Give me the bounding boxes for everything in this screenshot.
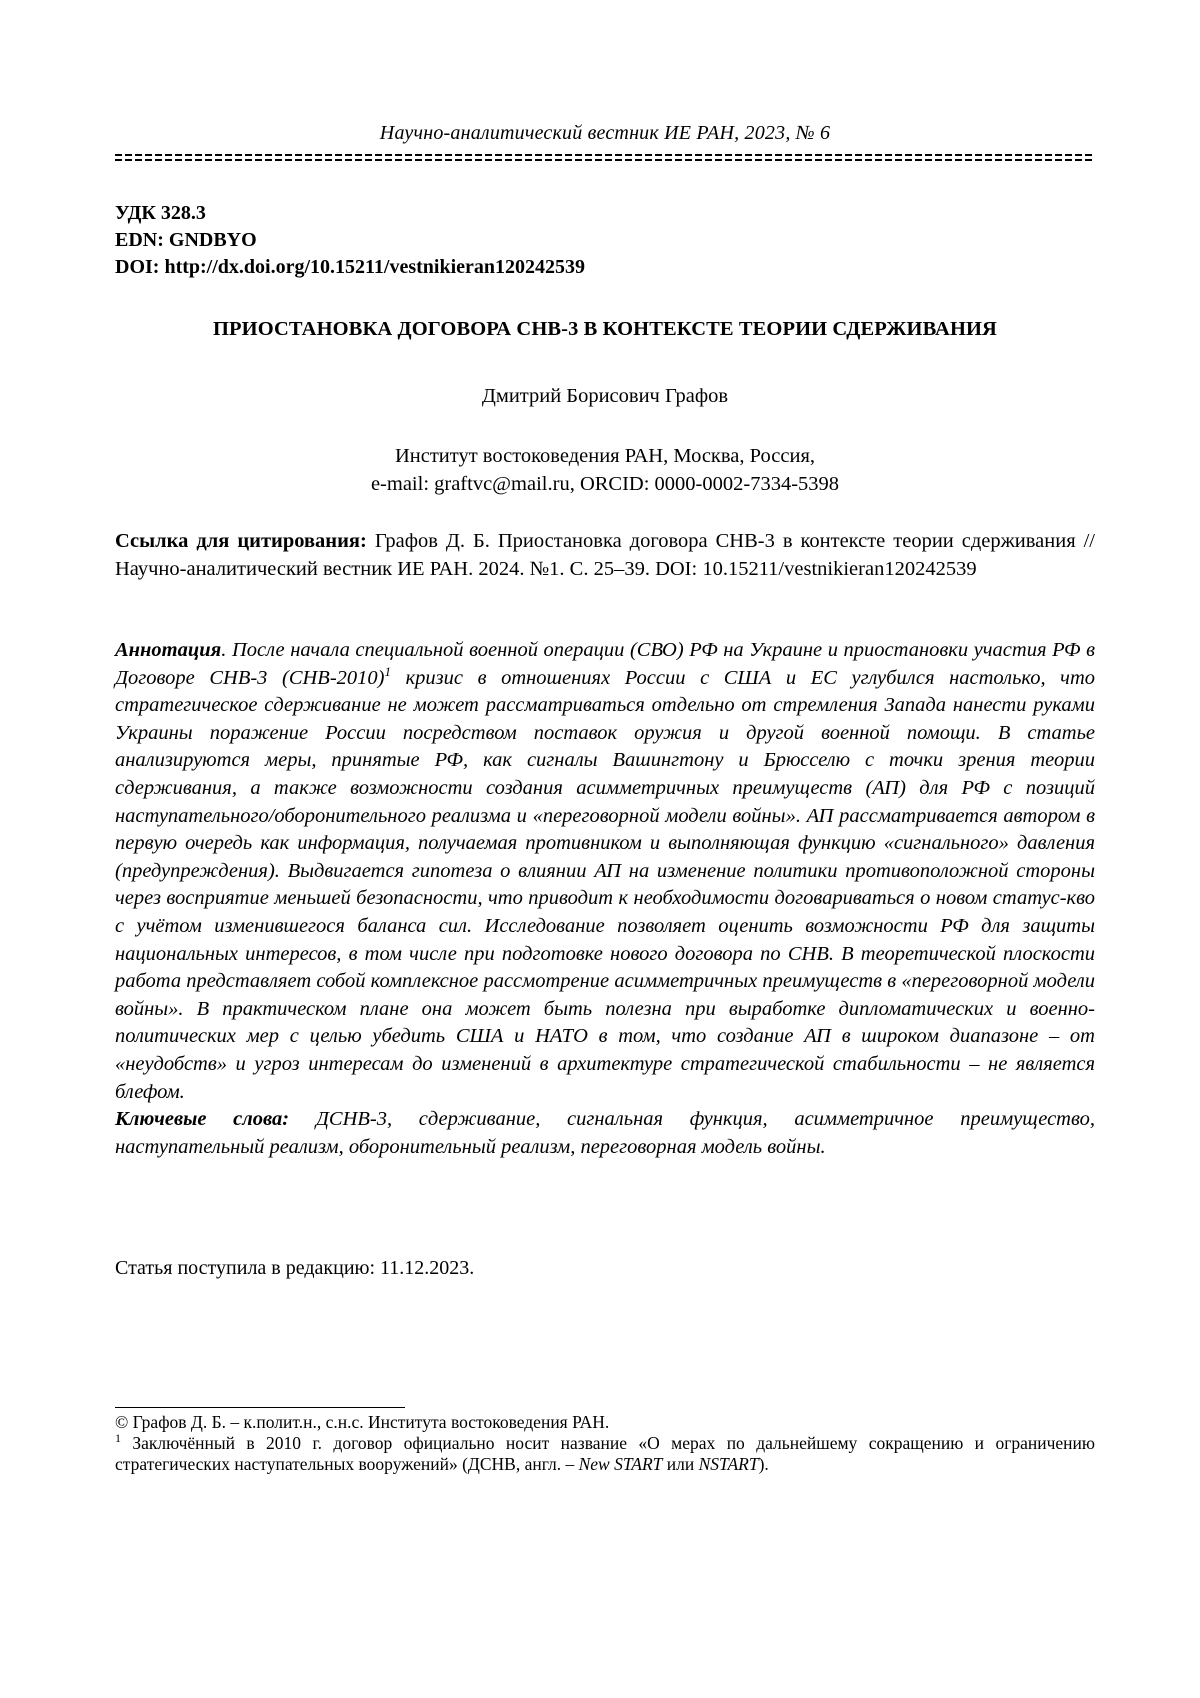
header-rule-top xyxy=(115,154,1095,156)
received-date: Статья поступила в редакцию: 11.12.2023. xyxy=(115,1257,475,1279)
article-meta xyxy=(115,200,585,281)
citation xyxy=(115,527,1095,583)
footnotes xyxy=(115,1412,1095,1475)
edn: EDN: GNDBYO xyxy=(115,229,257,251)
journal-header: Научно-аналитический вестник ИЕ РАН, 2023, № 6 xyxy=(379,122,831,144)
author-name: Дмитрий Борисович Графов xyxy=(481,385,729,407)
abstract-text-1: . После начала специальной военной операции (СВО) РФ на Украине и приостановки участия РФ в Договоре СНВ-3 (СНВ-2010) xyxy=(115,639,1095,689)
citation-label: Ссылка для цитирования: xyxy=(115,530,367,552)
abstract-text-2: кризис в отношениях России с США и ЕС углубился настолько, что стратегическое сдерживание не может рассматриваться отдельно от стремления Запада нанести руками Украины поражение России посредством поставок оружия и другой военной помощи. В статье анализируются меры, принятые РФ, как сигналы Вашингтону и Брюсселю с точки зрения теории сдерживания, а также возможности создания асимметричных преимуществ (АП) для РФ с позиций наступательного/оборонительного реализма и «переговорной модели войны». АП рассматривается автором в первую очередь как информация, получаемая противником и выполняющая функцию «сигнального» давления (предупреждения). Выдвигается гипотеза о влиянии АП на изменение политики противоположной стороны через восприятие меньшей безопасности, что приводит к необходимости договариваться о новом статус-кво с учётом изменившегося баланса сил. Исследование позволяет оценить возможности РФ для защиты национальных интересов, в том числе при подготовке нового договора по СНВ. В теоретической плоскости работа представляет собой комплексное рассмотрение асимметричных преимуществ в «переговорной модели войны». В практическом плане она может быть полезна при выработке дипломатических и военно-политических мер с целью убедить США и НАТО в том, что создание АП в широком диапазоне – от «неудобств» и угроз интересам до изменений в архитектуре стратегической стабильности – не является блефом. xyxy=(115,666,1095,1103)
copyright-note: © Графов Д. Б. – к.полит.н., с.н.с. Института востоковедения РАН. xyxy=(115,1412,610,1432)
footnote-1-end: ). xyxy=(758,1454,769,1474)
abstract-label: Аннотация xyxy=(115,639,222,661)
article-title: ПРИОСТАНОВКА ДОГОВОРА СНВ-3 В КОНТЕКСТЕ ТЕОРИИ СДЕРЖИВАНИЯ xyxy=(213,318,997,340)
footnote-1-italic-new-start: New START xyxy=(578,1454,663,1474)
header-rule-bottom xyxy=(115,159,1095,161)
footnote-separator xyxy=(115,1407,405,1408)
keywords-text: ДСНВ-3, сдерживание, сигнальная функция, асимметричное преимущество, наступательный реализм, оборонительный реализм, переговорная модель войны. xyxy=(115,1108,1095,1158)
footnote-1 xyxy=(115,1433,1095,1475)
footnote-1-italic-nstart: NSTART xyxy=(698,1454,759,1474)
footnote-1-mid: или xyxy=(662,1454,699,1474)
keywords-label: Ключевые слова: xyxy=(115,1108,290,1131)
footnote-ref: 1 xyxy=(384,663,391,679)
footnote-1-mark: 1 xyxy=(115,1431,121,1446)
footnote-1-text: Заключённый в 2010 г. договор официально носит название «О мерах по дальнейшему сокращению и ограничению стратегических наступательных вооружений» (ДСНВ, англ. – xyxy=(115,1433,1095,1474)
keywords xyxy=(115,1106,1095,1161)
affiliation xyxy=(115,442,1095,498)
doi: DOI: http://dx.doi.org/10.15211/vestnikieran120242539 xyxy=(115,256,586,278)
affiliation-institution: Институт востоковедения РАН, Москва, Россия, xyxy=(394,445,816,467)
affiliation-contacts: e-mail: graftvc@mail.ru, ORCID: 0000-0002-7334-5398 xyxy=(370,473,840,495)
abstract-body xyxy=(115,637,1095,1106)
citation-text: Графов Д. Б. Приостановка договора СНВ-3 в контексте теории сдерживания // Научно-аналитический вестник ИЕ РАН. 2024. №1. С. 25–39. DOI: 10.15211/vestnikieran120242539 xyxy=(115,530,1095,580)
abstract xyxy=(115,637,1095,1161)
udk: УДК 328.3 xyxy=(115,202,206,224)
